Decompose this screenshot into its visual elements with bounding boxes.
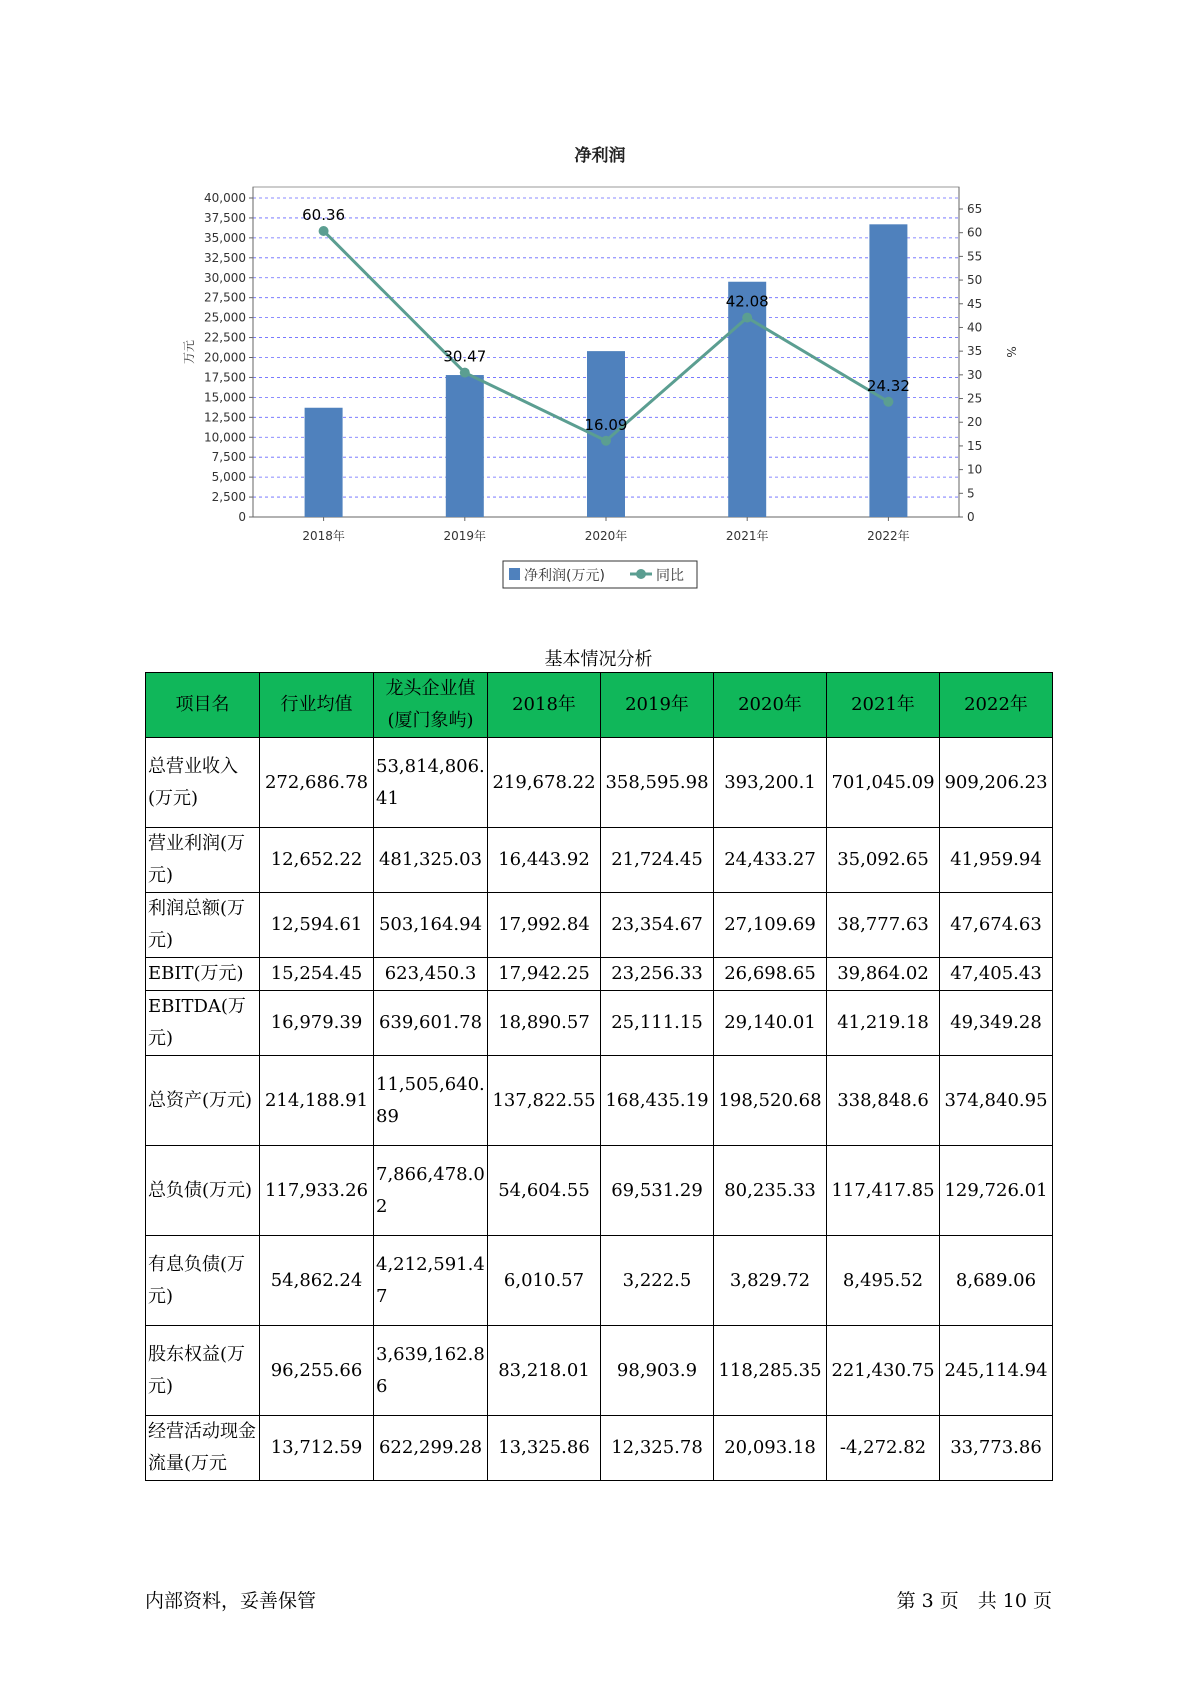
left-tick-label: 40,000 xyxy=(204,191,246,205)
right-tick-label: 15 xyxy=(967,438,983,453)
right-tick-label: 40 xyxy=(967,320,983,335)
yoy-point xyxy=(883,397,893,407)
left-tick-label: 2,500 xyxy=(211,490,246,505)
table-row xyxy=(146,1326,1053,1416)
left-tick-label: 37,500 xyxy=(204,210,246,225)
left-tick-label: 7,500 xyxy=(211,450,246,465)
bar xyxy=(869,224,907,517)
x-tick-label: 2022年 xyxy=(867,529,910,543)
table-cell: 481,325.03 xyxy=(374,828,488,893)
basic-analysis-table xyxy=(145,672,1053,1481)
table-cell: 118,285.35 xyxy=(714,1326,827,1416)
table-cell: 16,979.39 xyxy=(260,991,374,1056)
table-cell: 20,093.18 xyxy=(714,1416,827,1481)
table-header-cell: 2019年 xyxy=(601,673,714,738)
table-cell: 23,256.33 xyxy=(601,958,714,991)
right-tick-label: 5 xyxy=(967,486,975,501)
table-cell: 49,349.28 xyxy=(940,991,1053,1056)
yoy-point-label: 42.08 xyxy=(725,292,769,311)
table-header-cell: 2018年 xyxy=(488,673,601,738)
table-cell: -4,272.82 xyxy=(827,1416,940,1481)
right-tick-label: 10 xyxy=(967,462,983,477)
left-tick-label: 30,000 xyxy=(204,270,246,285)
table-cell: 117,933.26 xyxy=(260,1146,374,1236)
right-axis-ticks xyxy=(959,202,982,524)
right-tick-label: 50 xyxy=(967,273,983,288)
table-cell: 25,111.15 xyxy=(601,991,714,1056)
table-cell: 15,254.45 xyxy=(260,958,374,991)
yoy-point xyxy=(742,313,752,323)
table-cell: 8,495.52 xyxy=(827,1236,940,1326)
x-tick-label: 2019年 xyxy=(443,529,487,543)
left-axis-title: 万元 xyxy=(182,339,196,365)
yoy-point xyxy=(319,226,329,236)
table-row xyxy=(146,1416,1053,1481)
table-cell: 12,652.22 xyxy=(260,828,374,893)
table-row-label: 总资产(万元) xyxy=(146,1056,260,1146)
table-cell: 219,678.22 xyxy=(488,738,601,828)
table-cell: 3,639,162.86 xyxy=(374,1326,488,1416)
table-row xyxy=(146,958,1053,991)
table-cell: 622,299.28 xyxy=(374,1416,488,1481)
table-cell: 24,433.27 xyxy=(714,828,827,893)
x-axis-ticks xyxy=(302,517,909,543)
table-cell: 47,674.63 xyxy=(940,893,1053,958)
right-tick-label: 20 xyxy=(967,415,983,430)
table-cell: 41,959.94 xyxy=(940,828,1053,893)
net-profit-chart xyxy=(0,0,1191,640)
table-cell: 393,200.1 xyxy=(714,738,827,828)
legend xyxy=(503,561,697,588)
table-cell: 374,840.95 xyxy=(940,1056,1053,1146)
legend-label-line: 同比 xyxy=(656,568,684,584)
left-tick-label: 15,000 xyxy=(204,390,246,405)
left-tick-label: 0 xyxy=(238,510,246,524)
right-tick-label: 0 xyxy=(967,510,975,524)
table-caption: 基本情况分析 xyxy=(544,649,653,670)
right-tick-label: 25 xyxy=(967,391,983,406)
left-tick-label: 5,000 xyxy=(211,470,246,485)
table-cell: 69,531.29 xyxy=(601,1146,714,1236)
table-row-label: 营业利润(万元) xyxy=(146,828,260,893)
table-cell: 623,450.3 xyxy=(374,958,488,991)
table-cell: 33,773.86 xyxy=(940,1416,1053,1481)
table-cell: 221,430.75 xyxy=(827,1326,940,1416)
table-cell: 27,109.69 xyxy=(714,893,827,958)
chart-title: 净利润 xyxy=(574,146,626,166)
table-cell: 80,235.33 xyxy=(714,1146,827,1236)
table-row xyxy=(146,738,1053,828)
table-cell: 168,435.19 xyxy=(601,1056,714,1146)
table-row-label: 总营业收入(万元) xyxy=(146,738,260,828)
table-cell: 338,848.6 xyxy=(827,1056,940,1146)
table-row xyxy=(146,1146,1053,1236)
table-row-label: 股东权益(万元) xyxy=(146,1326,260,1416)
footer-confidential-note: 内部资料，妥善保管 xyxy=(145,1590,317,1612)
table-header-cell: 项目名 xyxy=(146,673,260,738)
table-cell: 503,164.94 xyxy=(374,893,488,958)
table-cell: 13,712.59 xyxy=(260,1416,374,1481)
legend-swatch-marker xyxy=(636,569,646,579)
table-cell: 272,686.78 xyxy=(260,738,374,828)
table-cell: 83,218.01 xyxy=(488,1326,601,1416)
table-cell: 54,862.24 xyxy=(260,1236,374,1326)
right-axis-title: % xyxy=(1004,346,1018,358)
yoy-point-label: 16.09 xyxy=(584,415,628,434)
table-cell: 245,114.94 xyxy=(940,1326,1053,1416)
legend-label-bar: 净利润(万元) xyxy=(524,568,605,584)
bar xyxy=(446,375,484,517)
table-cell: 12,594.61 xyxy=(260,893,374,958)
table-row xyxy=(146,1236,1053,1326)
right-tick-label: 35 xyxy=(967,344,983,359)
table-cell: 35,092.65 xyxy=(827,828,940,893)
table-cell: 358,595.98 xyxy=(601,738,714,828)
table-header-cell: 龙头企业值(厦门象屿) xyxy=(374,673,488,738)
table-cell: 18,890.57 xyxy=(488,991,601,1056)
footer-page-number: 第 3 页 共 10 页 xyxy=(896,1590,1052,1612)
table-cell: 16,443.92 xyxy=(488,828,601,893)
table-header-cell: 行业均值 xyxy=(260,673,374,738)
left-tick-label: 32,500 xyxy=(204,250,246,265)
left-tick-label: 12,500 xyxy=(204,410,246,425)
table-row xyxy=(146,1056,1053,1146)
table-cell: 701,045.09 xyxy=(827,738,940,828)
table-row xyxy=(146,828,1053,893)
table-cell: 7,866,478.02 xyxy=(374,1146,488,1236)
left-axis-ticks xyxy=(204,191,253,524)
table-cell: 29,140.01 xyxy=(714,991,827,1056)
table-row-label: EBIT(万元) xyxy=(146,958,260,991)
table-header-cell: 2021年 xyxy=(827,673,940,738)
right-tick-label: 30 xyxy=(967,367,983,382)
table-header-cell: 2022年 xyxy=(940,673,1053,738)
table-row-label: 经营活动现金流量(万元 xyxy=(146,1416,260,1481)
table-cell: 909,206.23 xyxy=(940,738,1053,828)
table-cell: 17,992.84 xyxy=(488,893,601,958)
table-cell: 17,942.25 xyxy=(488,958,601,991)
table-cell: 117,417.85 xyxy=(827,1146,940,1236)
table-row xyxy=(146,991,1053,1056)
table-cell: 8,689.06 xyxy=(940,1236,1053,1326)
left-tick-label: 27,500 xyxy=(204,290,246,305)
table-row-label: EBITDA(万元) xyxy=(146,991,260,1056)
left-tick-label: 17,500 xyxy=(204,370,246,385)
table-cell: 26,698.65 xyxy=(714,958,827,991)
table-row-label: 总负债(万元) xyxy=(146,1146,260,1236)
yoy-point-label: 60.36 xyxy=(302,205,346,224)
table-cell: 54,604.55 xyxy=(488,1146,601,1236)
table-cell: 98,903.9 xyxy=(601,1326,714,1416)
table-cell: 3,829.72 xyxy=(714,1236,827,1326)
table-cell: 129,726.01 xyxy=(940,1146,1053,1236)
left-tick-label: 20,000 xyxy=(204,350,246,365)
right-tick-label: 45 xyxy=(967,296,983,311)
table-cell: 39,864.02 xyxy=(827,958,940,991)
x-tick-label: 2020年 xyxy=(584,529,628,543)
table-cell: 41,219.18 xyxy=(827,991,940,1056)
table-row-label: 有息负债(万元) xyxy=(146,1236,260,1326)
table-cell: 38,777.63 xyxy=(827,893,940,958)
x-tick-label: 2021年 xyxy=(725,529,769,543)
left-tick-label: 22,500 xyxy=(204,330,246,345)
yoy-point xyxy=(601,436,611,446)
table-cell: 214,188.91 xyxy=(260,1056,374,1146)
legend-swatch-bar xyxy=(509,568,520,580)
table-row-label: 利润总额(万元) xyxy=(146,893,260,958)
right-tick-label: 60 xyxy=(967,225,983,240)
table-header-cell: 2020年 xyxy=(714,673,827,738)
table-header-row xyxy=(146,673,1053,738)
yoy-point xyxy=(460,368,470,378)
bar-series xyxy=(305,224,908,517)
bar xyxy=(305,408,343,517)
right-tick-label: 55 xyxy=(967,249,983,264)
table-cell: 4,212,591.47 xyxy=(374,1236,488,1326)
table-cell: 198,520.68 xyxy=(714,1056,827,1146)
left-tick-label: 10,000 xyxy=(204,430,246,445)
table-cell: 11,505,640.89 xyxy=(374,1056,488,1146)
x-tick-label: 2018年 xyxy=(302,529,345,543)
table-cell: 6,010.57 xyxy=(488,1236,601,1326)
table-cell: 3,222.5 xyxy=(601,1236,714,1326)
left-tick-label: 25,000 xyxy=(204,310,246,325)
table-cell: 12,325.78 xyxy=(601,1416,714,1481)
table-cell: 96,255.66 xyxy=(260,1326,374,1416)
table-cell: 53,814,806.41 xyxy=(374,738,488,828)
table-cell: 21,724.45 xyxy=(601,828,714,893)
table-cell: 137,822.55 xyxy=(488,1056,601,1146)
yoy-point-label: 30.47 xyxy=(443,347,487,366)
table-cell: 23,354.67 xyxy=(601,893,714,958)
yoy-point-label: 24.32 xyxy=(866,376,910,395)
table-cell: 47,405.43 xyxy=(940,958,1053,991)
table-cell: 639,601.78 xyxy=(374,991,488,1056)
right-tick-label: 65 xyxy=(967,202,983,216)
left-tick-label: 35,000 xyxy=(204,230,246,245)
table-row xyxy=(146,893,1053,958)
table-cell: 13,325.86 xyxy=(488,1416,601,1481)
